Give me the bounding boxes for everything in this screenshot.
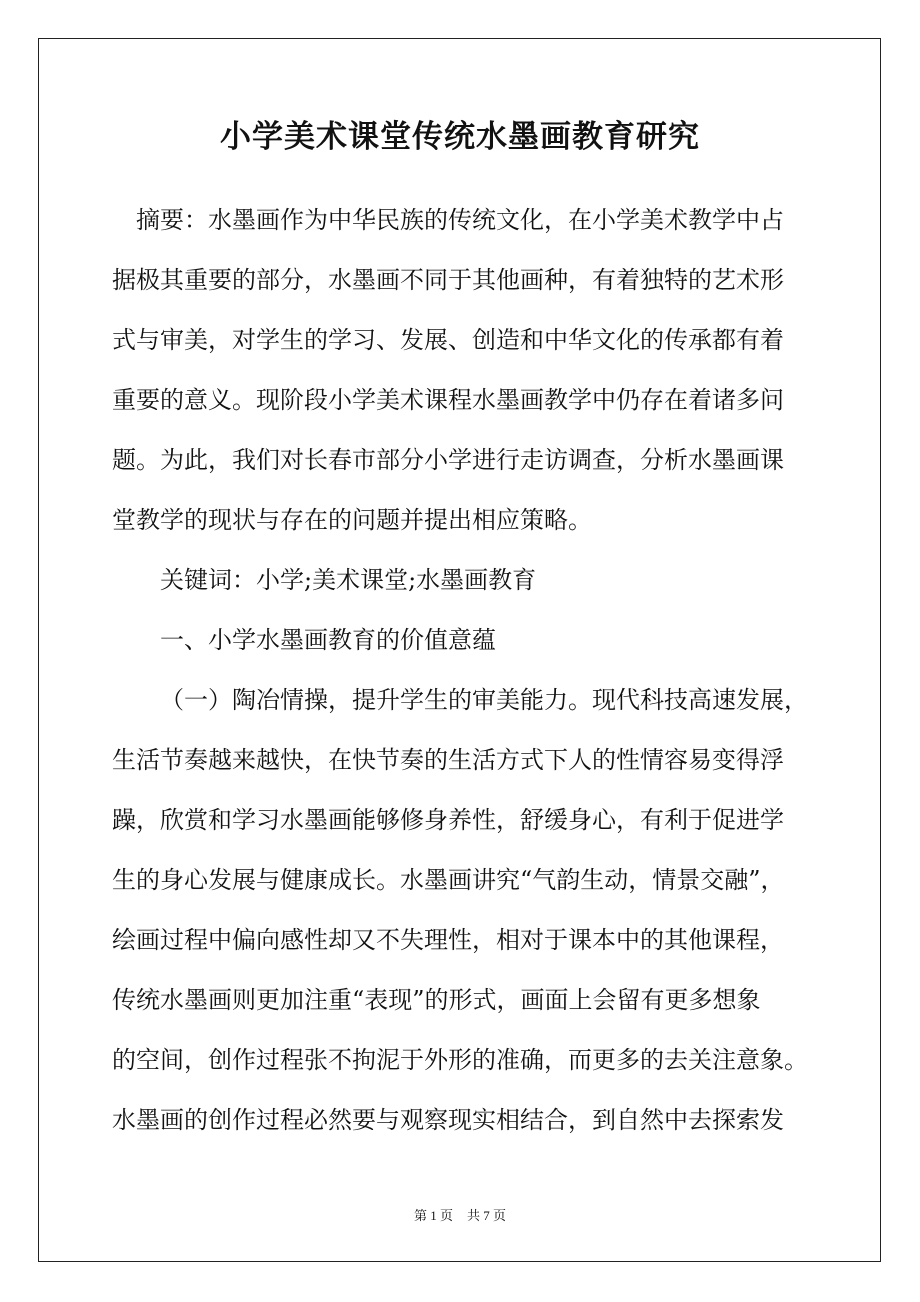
document-title: 小学美术课堂传统水墨画教育研究 <box>220 119 700 155</box>
paragraph-line-6: 传统水墨画则更加注重“表现”的形式，画面上会留有更多想象 <box>112 986 761 1014</box>
abstract-line-5: 题。为此，我们对长春市部分小学进行走访调查，分析水墨画课 <box>112 446 784 474</box>
abstract-line-2: 据极其重要的部分，水墨画不同于其他画种，有着独特的艺术形 <box>112 266 784 294</box>
paragraph-line-2: 生活节奏越来越快，在快节奏的生活方式下人的性情容易变得浮 <box>112 746 784 774</box>
paragraph-line-7: 的空间，创作过程张不拘泥于外形的准确，而更多的去关注意象。 <box>112 1046 808 1074</box>
section-heading: 一、小学水墨画教育的价值意蕴 <box>160 626 496 654</box>
paragraph-line-5: 绘画过程中偏向感性却又不失理性，相对于课本中的其他课程， <box>112 926 784 954</box>
abstract-line-3: 式与审美，对学生的学习、发展、创造和中华文化的传承都有着 <box>112 326 784 354</box>
abstract-line-1: 摘要：水墨画作为中华民族的传统文化，在小学美术教学中占 <box>136 206 784 234</box>
abstract-line-6: 堂教学的现状与存在的问题并提出相应策略。 <box>112 506 592 534</box>
paragraph-line-4: 生的身心发展与健康成长。水墨画讲究“气韵生动，情景交融”， <box>112 866 785 894</box>
paragraph-line-8: 水墨画的创作过程必然要与观察现实相结合，到自然中去探索发 <box>112 1106 784 1134</box>
keywords-line: 关键词：小学;美术课堂;水墨画教育 <box>160 566 537 594</box>
page-number: 第 1 页 <box>413 1208 453 1223</box>
abstract-line-4: 重要的意义。现阶段小学美术课程水墨画教学中仍存在着诸多问 <box>112 386 784 414</box>
page-total: 共 7 页 <box>467 1208 507 1223</box>
paragraph-line-1: （一）陶冶情操，提升学生的审美能力。现代科技高速发展， <box>160 686 808 714</box>
document-body <box>112 190 832 1150</box>
page-footer <box>0 1206 920 1226</box>
paragraph-line-3: 躁，欣赏和学习水墨画能够修身养性，舒缓身心，有利于促进学 <box>112 806 784 834</box>
